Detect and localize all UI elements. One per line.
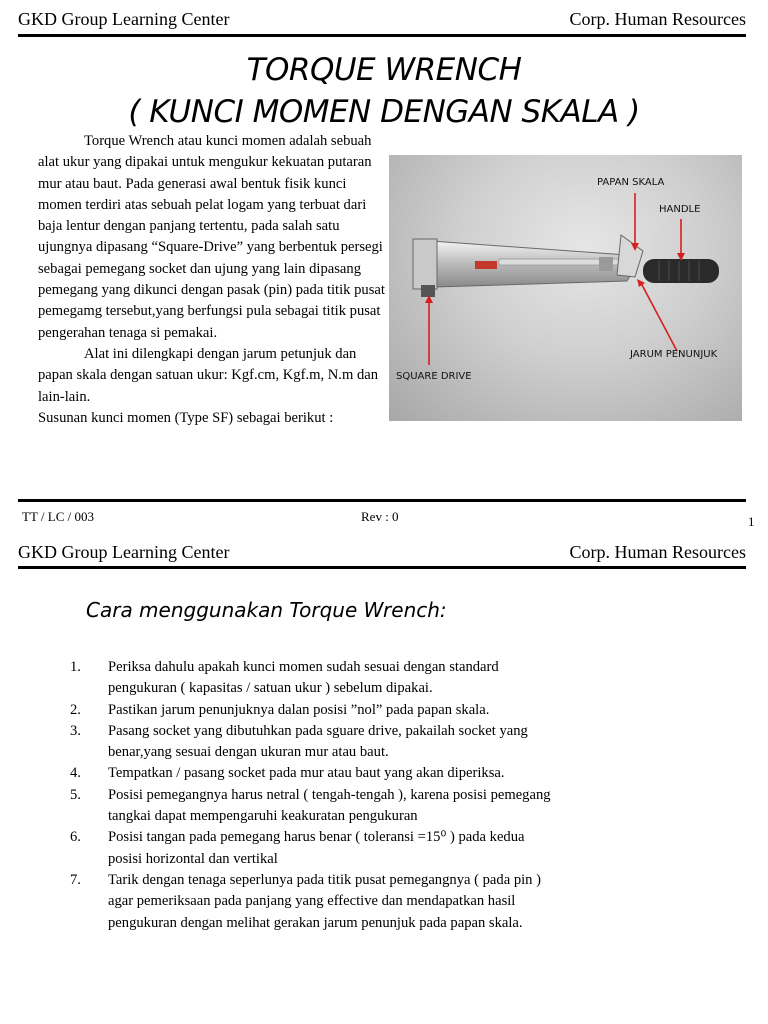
section-heading: Cara menggunakan Torque Wrench: — [86, 598, 447, 622]
step-item — [62, 657, 702, 700]
paragraph-structure: Susunan kunci momen (Type SF) sebagai berikut : — [38, 409, 334, 426]
step-text-line: tangkai dapat mempengaruhi keakuratan pengukuran — [108, 808, 418, 825]
torque-wrench-photo — [389, 155, 742, 421]
step-text-line: agar pemeriksaan pada panjang yang effective dan mendapatkan hasil — [108, 893, 516, 910]
square-drive-head — [413, 239, 437, 289]
page-title: TORQUE WRENCH — [246, 52, 522, 88]
step-text-line: posisi horizontal dan vertikal — [108, 850, 278, 867]
step-item — [62, 870, 702, 934]
step-text-line: pengukuran dengan melihat gerakan jarum penunjuk pada papan skala. — [108, 914, 523, 931]
revision: Rev : 0 — [361, 509, 399, 524]
usage-steps — [62, 657, 702, 934]
step-text-line: Pasang socket yang dibutuhkan pada sguare drive, pakailah socket yang — [108, 722, 528, 739]
step-number: 2. — [70, 701, 81, 718]
step-text-line: Pastikan jarum penunjuknya dalan posisi ”nol” pada papan skala. — [108, 701, 490, 718]
step-text-line: benar,yang sesuai dengan ukuran mur atau baut. — [108, 744, 389, 761]
wrench-handle — [643, 259, 719, 283]
label-square-drive: SQUARE DRIVE — [396, 371, 472, 382]
label-jarum-penunjuk: JARUM PENUNJUK — [630, 349, 718, 360]
header-rule — [18, 566, 746, 569]
arrow-jarum-penunjuk — [641, 283, 677, 351]
step-text-line: Posisi tangan pada pemegang harus benar ( toleransi =15⁰ ) pada kedua — [108, 829, 525, 846]
doc-code: TT / LC / 003 — [22, 509, 94, 524]
step-number: 6. — [70, 829, 81, 846]
step-item — [62, 827, 702, 870]
step-number: 3. — [70, 722, 81, 739]
paragraph-definition: Torque Wrench atau kunci momen adalah sebuah alat ukur yang dipakai untuk mengukur kekuatan putaran mur atau baut. Pada generasi awal bentuk fisik kunci momen terdiri atas sebuah pelat logam yang terbuat dari baja lentur dengan panjang tertentu, pada salah satu ujungnya dipasang “Square-Drive” yang berbentuk persegi sebagai pemegang socket dan ujung yang lain dipasang pemegang yang dikunci dengan pasak (pin) pada titik pusat pemegamg tersebut,yang berfungsi pula sebagai titik pusat pengerahan tenaga si pemakai. — [38, 133, 385, 341]
label-handle: HANDLE — [659, 204, 701, 215]
step-item — [62, 763, 702, 784]
step-number: 5. — [70, 786, 81, 803]
step-number: 4. — [70, 765, 81, 782]
step-item — [62, 785, 702, 828]
step-text-line: Tarik dengan tenaga seperlunya pada titik pusat pemegangnya ( pada pin ) — [108, 871, 541, 888]
page-subtitle: ( KUNCI MOMEN DENGAN SKALA ) — [128, 94, 640, 130]
step-number: 1. — [70, 659, 81, 675]
footer-rule — [18, 499, 746, 502]
header-org: GKD Group Learning Center — [18, 9, 230, 29]
header-rule — [18, 34, 746, 37]
intro-text — [38, 131, 388, 429]
brand-label — [475, 261, 497, 269]
label-papan-skala: PAPAN SKALA — [597, 177, 665, 188]
step-item — [62, 721, 702, 764]
step-item — [62, 700, 702, 721]
square-drive-socket — [421, 285, 435, 297]
header-org: GKD Group Learning Center — [18, 542, 230, 562]
scale-plate — [617, 235, 643, 277]
page-number: 1 — [748, 514, 755, 529]
step-text-line: Periksa dahulu apakah kunci momen sudah sesuai dengan standard — [108, 659, 499, 675]
step-text-line: Tempatkan / pasang socket pada mur atau baut yang akan diperiksa. — [108, 765, 505, 782]
header-dept: Corp. Human Resources — [569, 9, 746, 29]
wrench-collar — [599, 257, 613, 271]
step-text-line: pengukuran ( kapasitas / satuan ukur ) sebelum dipakai. — [108, 680, 433, 697]
step-number: 7. — [70, 871, 81, 888]
step-text-line: Posisi pemegangnya harus netral ( tengah-tengah ), karena posisi pemegang — [108, 786, 551, 803]
paragraph-scale: Alat ini dilengkapi dengan jarum petunjuk dan papan skala dengan satuan ukur: Kgf.cm, Kgf.m, N.m dan lain-lain. — [38, 345, 379, 405]
header-dept: Corp. Human Resources — [569, 542, 746, 562]
